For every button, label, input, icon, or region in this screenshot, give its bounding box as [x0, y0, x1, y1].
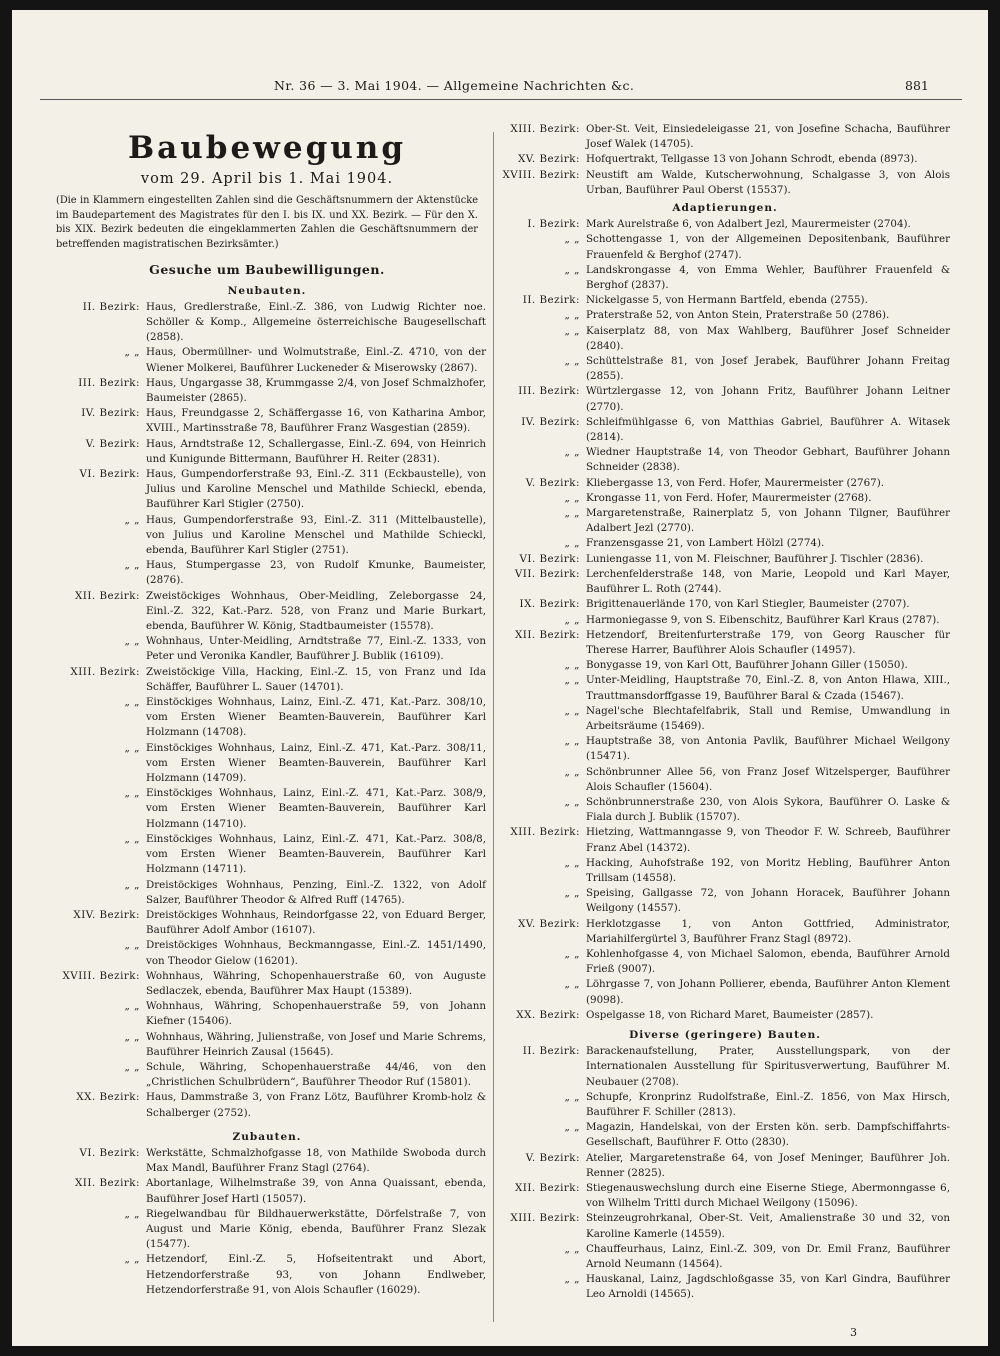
list-entry [500, 384, 950, 414]
subsection-zubauten: Zubauten. [232, 1130, 302, 1143]
entry-text: Einstöckiges Wohnhaus, Lainz, Einl.-Z. 471, Kat.-Parz. 308/8, vom Ersten Wiener Beamten-Bauverein, Bauführer Karl Holzmann (14711). [146, 832, 486, 876]
entry-text: Landskrongasse 4, von Emma Wehler, Bauführer Frauenfeld & Berghof (2837). [586, 263, 950, 292]
list-entry [48, 467, 486, 513]
list-entry [48, 969, 486, 999]
list-entry [48, 938, 486, 968]
list-entry [500, 1242, 950, 1272]
entry-text: Schottengasse 1, von der Allgemeinen Depositenbank, Bauführer Frauenfeld & Berghof (2747). [586, 233, 950, 261]
entry-text: Atelier, Margaretenstraße 64, von Josef Meninger, Bauführer Joh. Renner (2825). [586, 1151, 950, 1179]
list-entry [500, 886, 950, 916]
list-entry [500, 977, 950, 1007]
district-label: XII. Bezirk: [74, 589, 140, 602]
list-entry [48, 513, 486, 559]
district-label: XIII. Bezirk: [70, 665, 140, 678]
district-label: „ „ [564, 491, 580, 504]
entry-text: Bonygasse 19, von Karl Ott, Bauführer Johann Giller (15050). [586, 659, 908, 672]
list-entry [500, 536, 950, 551]
entry-text: Wiedner Hauptstraße 14, von Theodor Gebhart, Bauführer Johann Schneider (2838). [586, 446, 950, 474]
entry-text: Riegelwandbau für Bildhauerwerkstätte, Dörfelstraße 7, von August und Marie König, ebenda, Bauführer Franz Slezak (15477). [146, 1207, 486, 1251]
list-entry [48, 1146, 486, 1176]
list-entry [48, 634, 486, 664]
entry-text: Schupfe, Kronprinz Rudolfstraße, Einl.-Z. 1856, von Max Hirsch, Bauführer F. Schiller (2813). [586, 1090, 950, 1118]
entry-text: Hauptstraße 38, von Antonia Pavlik, Bauführer Michael Weilgony (15471). [586, 735, 950, 763]
list-entry [500, 795, 950, 825]
list-entry [500, 628, 950, 658]
entry-text: Haus, Stumpergasse 23, von Rudolf Kmunke, Baumeister, (2876). [146, 559, 486, 587]
entry-text: Werkstätte, Schmalzhofgasse 18, von Mathilde Swoboda durch Max Mandl, Bauführer Franz Stagl (2764). [146, 1146, 486, 1175]
list-entry [500, 704, 950, 734]
entry-text: Magazin, Handelskai, von der Ersten kön. serb. Dampfschiffahrts-Gesellschaft, Bauführer F. Otto (2830). [586, 1121, 950, 1149]
district-label: „ „ [124, 513, 140, 526]
entry-text: Haus, Freundgasse 2, Schäffergasse 16, von Katharina Ambor, XVIII., Martinsstraße 78, Bauführer Franz Wasgestian (2859). [146, 407, 486, 435]
entry-text: Einstöckiges Wohnhaus, Lainz, Einl.-Z. 471, Kat.-Parz. 308/9, vom Ersten Wiener Beamten-Bauverein, Bauführer Karl Holzmann (14710). [146, 787, 486, 830]
entry-text: Hauskanal, Lainz, Jagdschloßgasse 35, von Karl Gindra, Bauführer Leo Arnoldi (14565). [586, 1273, 950, 1301]
section-heading: Gesuche um Baubewilligungen. [149, 262, 385, 278]
entry-text: Einstöckiges Wohnhaus, Lainz, Einl.-Z. 471, Kat.-Parz. 308/10, vom Ersten Wiener Beamten-Bauverein, Bauführer Karl Holzmann (14708). [146, 696, 486, 739]
list-entry [500, 1008, 950, 1023]
entry-text: Schleifmühlgasse 6, von Matthias Gabriel, Bauführer A. Witasek (2814). [586, 415, 950, 444]
district-label: „ „ [564, 765, 580, 778]
entry-text: Wohnhaus, Unter-Meidling, Arndtstraße 77, Einl.-Z. 1333, von Peter und Veronika Kandler, Bauführer J. Bublik (16109). [146, 635, 486, 663]
entry-text: Steinzeugrohrkanal, Ober-St. Veit, Amalienstraße 30 und 32, von Karoline Kamerle (14559). [586, 1212, 950, 1240]
list-entry [500, 613, 950, 628]
entry-text: Löhrgasse 7, von Johann Pollierer, ebenda, Bauführer Anton Klement (9098). [586, 978, 950, 1006]
district-label: I. Bezirk: [527, 218, 580, 231]
entry-text: Luniengasse 11, von M. Fleischner, Bauführer J. Tischler (2836). [586, 552, 924, 565]
entry-text: Praterstraße 52, von Anton Stein, Praterstraße 50 (2786). [586, 309, 890, 322]
neubauten-list [48, 300, 486, 1121]
district-label: II. Bezirk: [522, 294, 580, 307]
list-entry [500, 947, 950, 977]
entry-text: Zweistöckige Villa, Hacking, Einl.-Z. 15, von Franz und Ida Schäffer, Bauführer L. Sauer (14701). [146, 665, 486, 693]
entry-text: Haus, Ungargasse 38, Krummgasse 2/4, von Josef Schmalzhofer, Baumeister (2865). [146, 376, 486, 404]
district-label: „ „ [124, 741, 140, 754]
list-entry [48, 832, 486, 878]
list-entry [48, 999, 486, 1029]
list-entry [500, 567, 950, 597]
district-label: „ „ [564, 887, 580, 900]
entry-text: Haus, Gredlerstraße, Einl.-Z. 386, von Ludwig Richter noe. Schöller & Komp., Allgemeine österreichische Baugesellschaft (2858). [146, 300, 486, 344]
list-entry [48, 376, 486, 406]
diverse-list [500, 1044, 950, 1302]
list-entry [500, 1120, 950, 1150]
district-label: „ „ [124, 1207, 140, 1220]
list-entry [500, 293, 950, 308]
entry-text: Schule, Währing, Schopenhauerstraße 44/46, von den „Christlichen Schulbrüdern“, Bauführer Theodor Ruf (15801). [146, 1060, 486, 1089]
adaptierungen-list [500, 217, 950, 1023]
entry-text: Kaiserplatz 88, von Max Wahlberg, Bauführer Josef Schneider (2840). [586, 324, 950, 352]
list-entry [48, 1176, 486, 1206]
entry-text: Hacking, Auhofstraße 192, von Moritz Hebling, Bauführer Anton Trillsam (14558). [586, 856, 950, 884]
explanatory-note: (Die in Klammern eingestellten Zahlen sind die Geschäftsnummern der Aktenstücke im Baudepartement des Magistrates für den I. bis IX. und XX. Bezirk. — Für den X. bis XIX. Bezirk bedeuten die eingeklammerten Zahlen die Geschäftsnummern der betreffenden magistratischen Bezirksämter.) [56, 195, 478, 250]
right-column [500, 122, 950, 1303]
left-column [48, 122, 486, 1298]
list-entry [500, 1211, 950, 1241]
district-label: III. Bezirk: [518, 385, 580, 398]
list-entry [48, 406, 486, 436]
list-entry [48, 695, 486, 741]
district-label: XVIII. Bezirk: [502, 168, 580, 181]
subsection-adaptierungen: Adaptierungen. [672, 202, 778, 215]
zubauten-continued-list [500, 122, 950, 198]
district-label: „ „ [564, 355, 580, 368]
entry-text: Schüttelstraße 81, von Josef Jerabek, Bauführer Johann Freitag (2855). [586, 355, 950, 383]
district-label: „ „ [564, 856, 580, 869]
page-title: Baubewegung [127, 130, 407, 166]
list-entry [48, 558, 486, 588]
district-label: II. Bezirk: [82, 300, 140, 313]
district-label: XIV. Bezirk: [73, 908, 140, 921]
district-label: „ „ [564, 613, 580, 626]
entry-text: Einstöckiges Wohnhaus, Lainz, Einl.-Z. 471, Kat.-Parz. 308/11, vom Ersten Wiener Beamten-Bauverein, Bauführer Karl Holzmann (14709). [146, 741, 486, 785]
entry-text: Haus, Obermüllner- und Wolmutstraße, Einl.-Z. 4710, von der Wiener Molkerei, Bauführer Luckeneder & Miserowsky (2867). [146, 346, 486, 374]
list-entry [500, 445, 950, 475]
entry-text: Nickelgasse 5, von Hermann Bartfeld, ebenda (2755). [586, 294, 868, 307]
district-label: XIII. Bezirk: [510, 123, 580, 135]
list-entry [48, 741, 486, 787]
list-entry [500, 917, 950, 947]
list-entry [500, 232, 950, 262]
entry-text: Hofquertrakt, Tellgasse 13 von Johann Schrodt, ebenda (8973). [586, 153, 918, 166]
entry-text: Franzensgasse 21, von Lambert Hölzl (2774). [586, 537, 825, 550]
list-entry [48, 345, 486, 375]
list-entry [48, 1030, 486, 1060]
date-range: vom 29. April bis 1. Mai 1904. [140, 171, 394, 187]
entry-text: Wohnhaus, Währing, Schopenhauerstraße 59, von Johann Kiefner (15406). [146, 1000, 486, 1028]
list-entry [48, 1060, 486, 1090]
list-entry [500, 122, 950, 152]
district-label: VI. Bezirk: [519, 552, 580, 565]
district-label: „ „ [564, 537, 580, 550]
entry-text: Haus, Arndtstraße 12, Schallergasse, Einl.-Z. 694, von Heinrich und Kunigunde Bittermann, Bauführer H. Reiter (2831). [146, 437, 486, 465]
district-label: „ „ [564, 659, 580, 672]
district-label: „ „ [564, 309, 580, 322]
district-label: „ „ [564, 795, 580, 808]
list-entry [500, 552, 950, 567]
entry-text: Herklotzgasse 1, von Anton Gottfried, Administrator, Mariahilfergürtel 3, Bauführer Franz Stagl (8972). [586, 917, 950, 945]
list-entry [500, 263, 950, 293]
list-entry [48, 1252, 486, 1298]
district-label: IV. Bezirk: [81, 407, 140, 420]
entry-text: Haus, Dammstraße 3, von Franz Lötz, Bauführer Kromb-holz & Schalberger (2752). [146, 1091, 486, 1119]
list-entry [500, 658, 950, 673]
list-entry [500, 354, 950, 384]
entry-text: Dreistöckiges Wohnhaus, Reindorfgasse 22, von Eduard Berger, Bauführer Adolf Ambor (16107). [146, 908, 486, 937]
entry-text: Speising, Gallgasse 72, von Johann Horacek, Bauführer Johann Weilgony (14557). [586, 887, 950, 915]
list-entry [500, 673, 950, 703]
list-entry [500, 1272, 950, 1302]
list-entry [500, 825, 950, 855]
district-label: II. Bezirk: [522, 1045, 580, 1058]
district-label: „ „ [564, 1121, 580, 1134]
district-label: XX. Bezirk: [516, 1008, 580, 1021]
list-entry [500, 491, 950, 506]
page-number-top: 881 [905, 78, 929, 93]
district-label: XII. Bezirk: [514, 628, 580, 641]
district-label: V. Bezirk: [85, 437, 140, 450]
district-label: „ „ [124, 696, 140, 709]
district-label: XIII. Bezirk: [510, 826, 580, 839]
district-label: IV. Bezirk: [521, 415, 580, 428]
list-entry [500, 1044, 950, 1090]
entry-text: Haus, Gumpendorferstraße 93, Einl.-Z. 311 (Eckbaustelle), von Julius und Karoline Menschel und Mathilde Schieckl, ebenda, Bauführer Karl Stigler (2750). [146, 468, 486, 511]
district-label: „ „ [124, 1030, 140, 1043]
district-label: „ „ [124, 878, 140, 891]
entry-text: Hetzendorf, Breitenfurterstraße 179, von Georg Rauscher für Therese Harrer, Bauführer Alois Schaufler (14957). [586, 628, 950, 656]
entry-text: Krongasse 11, von Ferd. Hofer, Maurermeister (2768). [586, 491, 872, 504]
district-label: „ „ [124, 1000, 140, 1013]
header-rule [40, 99, 962, 100]
list-entry [500, 765, 950, 795]
entry-text: Dreistöckiges Wohnhaus, Beckmanngasse, Einl.-Z. 1451/1490, von Theodor Gielow (16201). [146, 939, 486, 967]
district-label: VII. Bezirk: [514, 567, 580, 580]
district-label: „ „ [124, 1253, 140, 1266]
entry-text: Kohlenhofgasse 4, von Michael Salomon, ebenda, Bauführer Arnold Frieß (9007). [586, 947, 950, 976]
entry-text: Harmoniegasse 9, von S. Eibenschitz, Bauführer Karl Kraus (2787). [586, 613, 940, 626]
list-entry [48, 437, 486, 467]
entry-text: Schönbrunner Allee 56, von Franz Josef Witzelsperger, Bauführer Alois Schaufler (15604). [586, 765, 950, 793]
entry-text: Stiegenauswechslung durch eine Eiserne Stiege, Abermonngasse 6, von Wilhelm Trittl durch Michael Weilgony (15096). [586, 1182, 950, 1210]
list-entry [500, 476, 950, 491]
entry-text: Brigittenauerlände 170, von Karl Stiegler, Baumeister (2707). [586, 598, 910, 611]
district-label: VI. Bezirk: [79, 1146, 140, 1159]
district-label: „ „ [124, 832, 140, 845]
list-entry [48, 878, 486, 908]
district-label: „ „ [564, 324, 580, 337]
subsection-diverse: Diverse (geringere) Bauten. [629, 1028, 821, 1041]
district-label: „ „ [564, 947, 580, 960]
entry-text: Lerchenfelderstraße 148, von Marie, Leopold und Karl Mayer, Bauführer L. Roth (2744). [586, 567, 950, 596]
list-entry [48, 786, 486, 832]
list-entry [500, 152, 950, 167]
entry-text: Ober-St. Veit, Einsiedeleigasse 21, von Josefine Schacha, Bauführer Josef Walek (14705). [586, 123, 950, 151]
district-label: „ „ [564, 1242, 580, 1255]
district-label: V. Bezirk: [525, 476, 580, 489]
entry-text: Abortanlage, Wilhelmstraße 39, von Anna Quaissant, ebenda, Bauführer Josef Hartl (15057). [146, 1177, 486, 1205]
district-label: XV. Bezirk: [517, 153, 580, 166]
district-label: „ „ [124, 346, 140, 359]
entry-text: Barackenaufstellung, Prater, Ausstellungspark, von der Internationalen Ausstellung für Spiritusverwertung, Bauführer M. Neubauer (2708). [586, 1045, 950, 1088]
district-label: XII. Bezirk: [514, 1182, 580, 1195]
entry-text: Unter-Meidling, Hauptstraße 70, Einl.-Z. 8, von Anton Hlawa, XIII., Trauttmansdorffgasse 19, Bauführer Baral & Czada (15467). [586, 674, 950, 702]
district-label: XIII. Bezirk: [510, 1212, 580, 1225]
district-label: „ „ [564, 674, 580, 687]
district-label: IX. Bezirk: [519, 598, 580, 611]
district-label: XVIII. Bezirk: [62, 969, 140, 982]
list-entry [500, 415, 950, 445]
district-label: „ „ [564, 704, 580, 717]
district-label: „ „ [564, 1273, 580, 1286]
district-label: XII. Bezirk: [74, 1177, 140, 1190]
district-label: „ „ [124, 635, 140, 648]
zubauten-list [48, 1146, 486, 1298]
list-entry [500, 506, 950, 536]
list-entry [500, 324, 950, 354]
entry-text: Mark Aurelstraße 6, von Adalbert Jezl, Maurermeister (2704). [586, 218, 911, 231]
district-label: „ „ [564, 1090, 580, 1103]
district-label: „ „ [564, 233, 580, 246]
list-entry [500, 734, 950, 764]
district-label: „ „ [564, 978, 580, 991]
district-label: XX. Bezirk: [76, 1091, 140, 1104]
entry-text: Hietzing, Wattmanngasse 9, von Theodor F. W. Schreeb, Bauführer Franz Abel (14372). [586, 826, 950, 854]
subsection-neubauten: Neubauten. [227, 284, 307, 297]
page-number-bottom: 3 [850, 1326, 857, 1339]
list-entry [500, 1151, 950, 1181]
entry-text: Dreistöckiges Wohnhaus, Penzing, Einl.-Z. 1322, von Adolf Salzer, Bauführer Theodor & Alfred Ruff (14765). [146, 878, 486, 906]
list-entry [48, 1090, 486, 1120]
district-label: VI. Bezirk: [79, 468, 140, 481]
entry-text: Hetzendorf, Einl.-Z. 5, Hofseitentrakt und Abort, Hetzendorferstraße 93, von Johann Endlweber, Hetzendorferstraße 91, von Alois Schaufler (16029). [146, 1253, 486, 1296]
district-label: „ „ [564, 446, 580, 459]
document-page [12, 10, 988, 1346]
list-entry [48, 908, 486, 938]
list-entry [48, 589, 486, 635]
entry-text: Margaretenstraße, Rainerplatz 5, von Johann Tilgner, Bauführer Adalbert Jezl (2770). [586, 507, 950, 535]
list-entry [500, 308, 950, 323]
entry-text: Wohnhaus, Währing, Julienstraße, von Josef und Marie Schrems, Bauführer Heinrich Zausal (15645). [146, 1030, 486, 1058]
district-label: „ „ [124, 939, 140, 952]
list-entry [500, 856, 950, 886]
column-divider [493, 132, 494, 1322]
list-entry [500, 1090, 950, 1120]
entry-text: Würtzlergasse 12, von Johann Fritz, Bauführer Johann Leitner (2770). [586, 385, 950, 413]
district-label: XV. Bezirk: [517, 917, 580, 930]
entry-text: Wohnhaus, Währing, Schopenhauerstraße 60, von Auguste Sedlaczek, ebenda, Bauführer Max Haupt (15389). [146, 969, 486, 997]
page-scan [12, 10, 988, 1346]
district-label: „ „ [564, 735, 580, 748]
list-entry [500, 217, 950, 232]
district-label: „ „ [564, 507, 580, 520]
entry-text: Schönbrunnerstraße 230, von Alois Sykora, Bauführer O. Laske & Fiala durch J. Bublik (15707). [586, 795, 950, 824]
district-label: „ „ [124, 559, 140, 572]
list-entry [500, 168, 950, 198]
list-entry [48, 1207, 486, 1253]
district-label: „ „ [564, 263, 580, 276]
entry-text: Zweistöckiges Wohnhaus, Ober-Meidling, Zeleborgasse 24, Einl.-Z. 322, Kat.-Parz. 528, von Franz und Marie Burkart, ebenda, Bauführer W. König, Stadtbaumeister (15578). [146, 589, 486, 633]
running-head: Nr. 36 — 3. Mai 1904. — Allgemeine Nachrichten &c. [274, 78, 635, 93]
entry-text: Neustift am Walde, Kutscherwohnung, Schalgasse 3, von Alois Urban, Bauführer Paul Oberst (15537). [586, 168, 950, 196]
entry-text: Ospelgasse 18, von Richard Maret, Baumeister (2857). [586, 1008, 874, 1021]
district-label: V. Bezirk: [525, 1151, 580, 1164]
list-entry [500, 1181, 950, 1211]
list-entry [500, 597, 950, 612]
district-label: III. Bezirk: [78, 376, 140, 389]
entry-text: Haus, Gumpendorferstraße 93, Einl.-Z. 311 (Mittelbaustelle), von Julius und Karoline Menschel und Mathilde Schieckl, ebenda, Bauführer Karl Stigler (2751). [146, 513, 486, 557]
entry-text: Kliebergasse 13, von Ferd. Hofer, Maurermeister (2767). [586, 476, 884, 489]
entry-text: Nagel'sche Blechtafelfabrik, Stall und Remise, Umwandlung in Arbeitsräume (15469). [586, 704, 950, 732]
list-entry [48, 300, 486, 346]
district-label: „ „ [124, 1060, 140, 1073]
entry-text: Chauffeurhaus, Lainz, Einl.-Z. 309, von Dr. Emil Franz, Bauführer Arnold Neumann (14564). [586, 1242, 950, 1271]
list-entry [48, 665, 486, 695]
district-label: „ „ [124, 787, 140, 800]
